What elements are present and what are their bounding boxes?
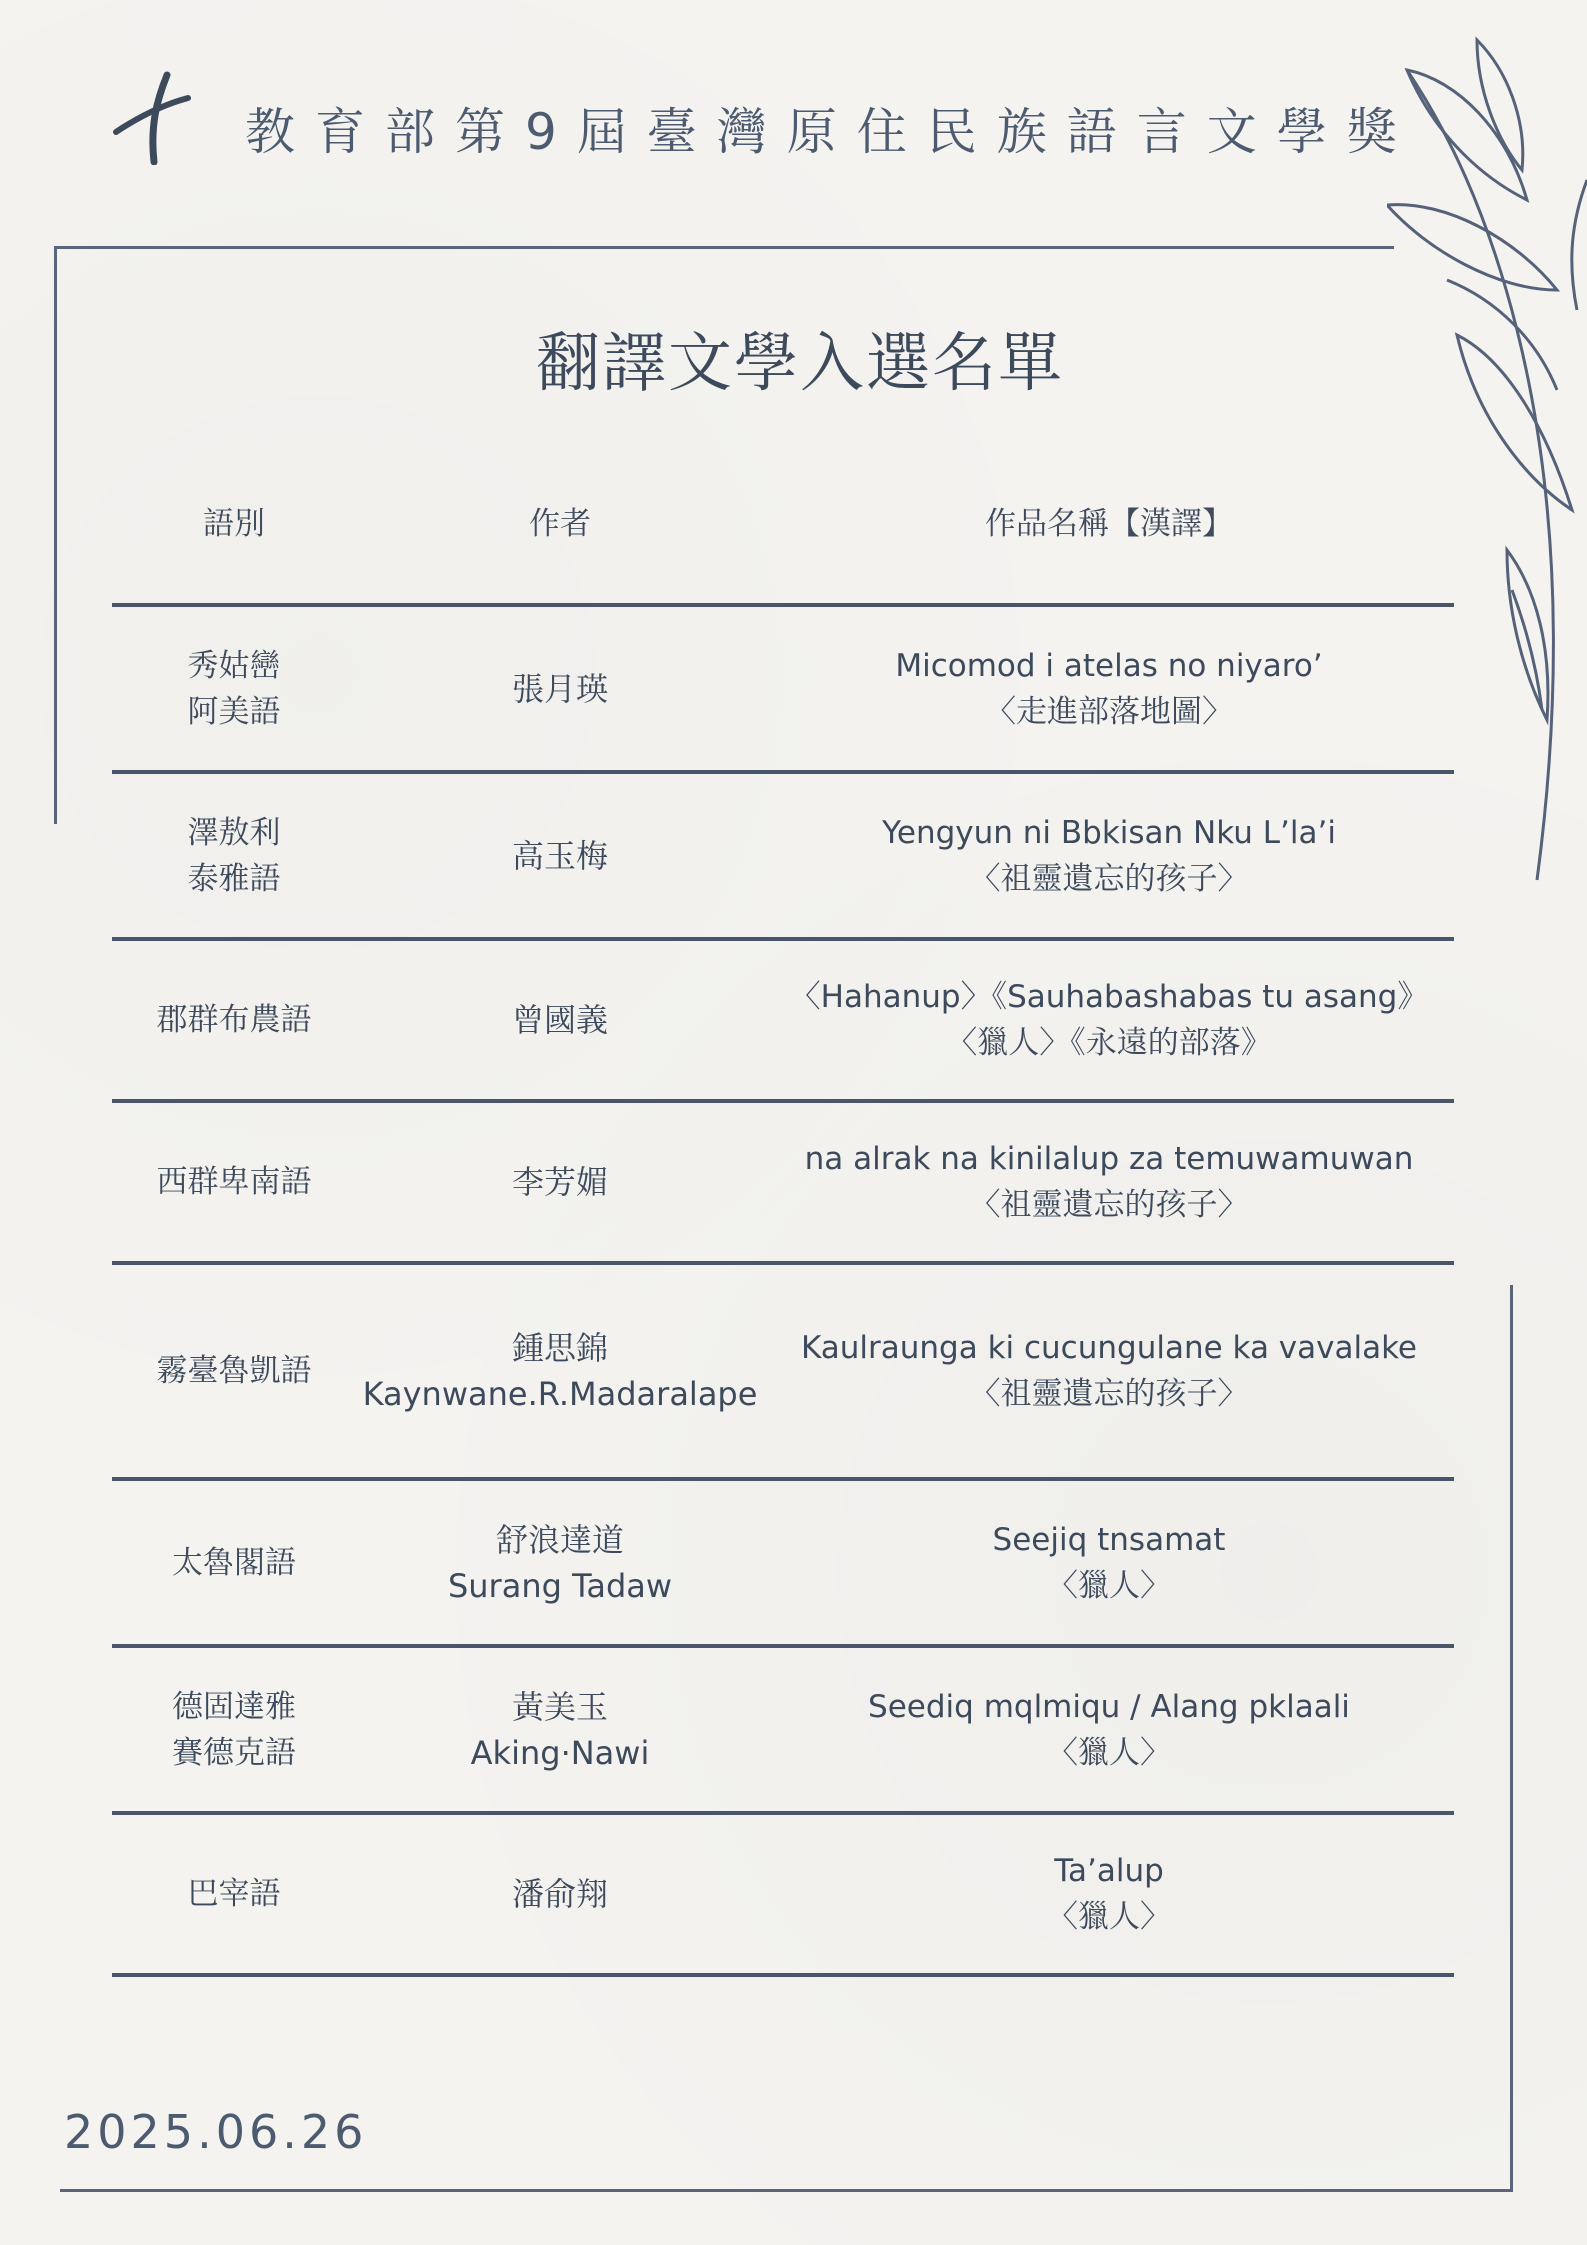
- work-title-cell: [764, 974, 1454, 1066]
- language-cell-line: 太魯閣語: [172, 1544, 296, 1581]
- author-cell-line: 鍾思錦: [511, 1329, 608, 1367]
- work-title-cell: [764, 1325, 1454, 1417]
- author-cell-line: 黃美玉: [511, 1687, 608, 1726]
- work-title-cell-line: 〈獵人〉: [1047, 1567, 1171, 1604]
- work-title-cell: [764, 643, 1454, 735]
- author-cell-line: 潘俞翔: [511, 1875, 608, 1913]
- work-title-cell-line: 〈獵人〉: [1047, 1734, 1171, 1771]
- work-title-cell-line: Seediq mqlmiqu / Alang pklaali: [868, 1688, 1350, 1725]
- language-cell-line: 賽德克語: [172, 1734, 296, 1771]
- language-cell: [112, 997, 356, 1043]
- author-cell: [356, 1517, 764, 1609]
- logo-mark-icon: [112, 70, 192, 165]
- author-cell-line: 曾國義: [511, 1001, 608, 1039]
- author-cell-line: 高玉梅: [511, 836, 608, 875]
- work-title-cell-line: 〈祖靈遺忘的孩子〉: [969, 1376, 1249, 1412]
- author-cell-line: Kaynwane.R.Madaralape: [362, 1375, 758, 1413]
- language-cell-line: 澤敖利: [187, 814, 281, 851]
- author-cell: [356, 1159, 764, 1205]
- author-cell-line: Surang Tadaw: [447, 1566, 673, 1605]
- table-row: [112, 1481, 1454, 1644]
- author-cell: [356, 1684, 764, 1776]
- work-title-cell-line: na alrak na kinilalup za temuwamuwan: [804, 1141, 1414, 1177]
- language-cell: [112, 810, 356, 902]
- work-title-cell: [764, 1684, 1454, 1776]
- language-cell: [112, 643, 356, 735]
- language-cell-line: 秀姑巒: [187, 647, 281, 684]
- work-title-cell-line: 〈獵人〉: [1047, 1899, 1171, 1935]
- work-title-cell: [764, 810, 1454, 902]
- work-title-cell-line: 〈祖靈遺忘的孩子〉: [969, 1187, 1249, 1223]
- author-cell: [356, 997, 764, 1043]
- language-cell-line: 泰雅語: [187, 860, 281, 897]
- column-header-work: 作品名稱【漢譯】: [985, 506, 1233, 542]
- author-cell: [356, 833, 764, 879]
- date-label: 2025.06.26: [64, 2105, 368, 2159]
- work-title-cell: [764, 1136, 1454, 1228]
- language-cell: [112, 1684, 356, 1776]
- frame-bottom-line: [60, 2189, 1513, 2192]
- table-row: [112, 941, 1454, 1099]
- work-title-cell-line: Kaulraunga ki cucungulane ka vavalake: [800, 1330, 1418, 1366]
- language-cell: [112, 1159, 356, 1205]
- language-cell-line: 郡群布農語: [156, 1002, 312, 1038]
- frame-top-line: [54, 246, 1394, 249]
- header-title: 教育部第9屆臺灣原住民族語言文學獎: [245, 103, 1417, 161]
- work-title-cell-line: Yengyun ni Bbkisan Nku L’la’i: [882, 814, 1336, 851]
- language-cell-line: 巴宰語: [187, 1876, 281, 1912]
- work-title-cell-line: 〈獵人〉《永遠的部落》: [946, 1025, 1272, 1061]
- table-row: [112, 1815, 1454, 1973]
- work-title-cell-line: Ta’alup: [1054, 1853, 1164, 1889]
- table-bottom-rule: [112, 1973, 1454, 1977]
- author-cell-line: 李芳媚: [511, 1163, 608, 1201]
- author-cell-line: Aking·Nawi: [470, 1733, 650, 1772]
- work-title-cell-line: Seejiq tnsamat: [992, 1521, 1226, 1558]
- language-cell-line: 西群卑南語: [156, 1164, 312, 1200]
- nominee-table: [112, 445, 1454, 1977]
- table-header: [112, 445, 1454, 603]
- language-cell: [112, 1348, 356, 1394]
- author-cell-line: 舒浪達道: [495, 1520, 624, 1559]
- table-body: [112, 603, 1454, 1977]
- author-cell: [356, 666, 764, 712]
- table-row: [112, 774, 1454, 937]
- column-header-language: 語別: [203, 506, 265, 542]
- table-row: [112, 1103, 1454, 1261]
- author-cell: [356, 1325, 764, 1417]
- work-title-cell-line: 〈祖靈遺忘的孩子〉: [969, 860, 1249, 897]
- work-title-cell-line: 〈Hahanup〉《Sauhabashabas tu asang》: [789, 979, 1429, 1015]
- table-row: [112, 1265, 1454, 1477]
- table-row: [112, 1648, 1454, 1811]
- work-title-cell-line: 〈走進部落地圖〉: [985, 693, 1233, 730]
- language-cell: [112, 1871, 356, 1917]
- frame-right-line: [1510, 1285, 1513, 2192]
- column-header-author: 作者: [529, 506, 591, 542]
- author-cell-line: 張月瑛: [511, 669, 608, 708]
- table-row: [112, 607, 1454, 770]
- work-title-cell: [764, 1848, 1454, 1940]
- work-title-cell-line: Micomod i atelas no niyaro’: [895, 647, 1323, 684]
- work-title-cell: [764, 1517, 1454, 1609]
- page-title: 翻譯文學入選名單: [536, 327, 1064, 401]
- language-cell-line: 德固達雅: [172, 1688, 296, 1725]
- language-cell: [112, 1540, 356, 1586]
- language-cell-line: 阿美語: [187, 693, 281, 730]
- author-cell: [356, 1871, 764, 1917]
- language-cell-line: 霧臺魯凱語: [156, 1353, 312, 1389]
